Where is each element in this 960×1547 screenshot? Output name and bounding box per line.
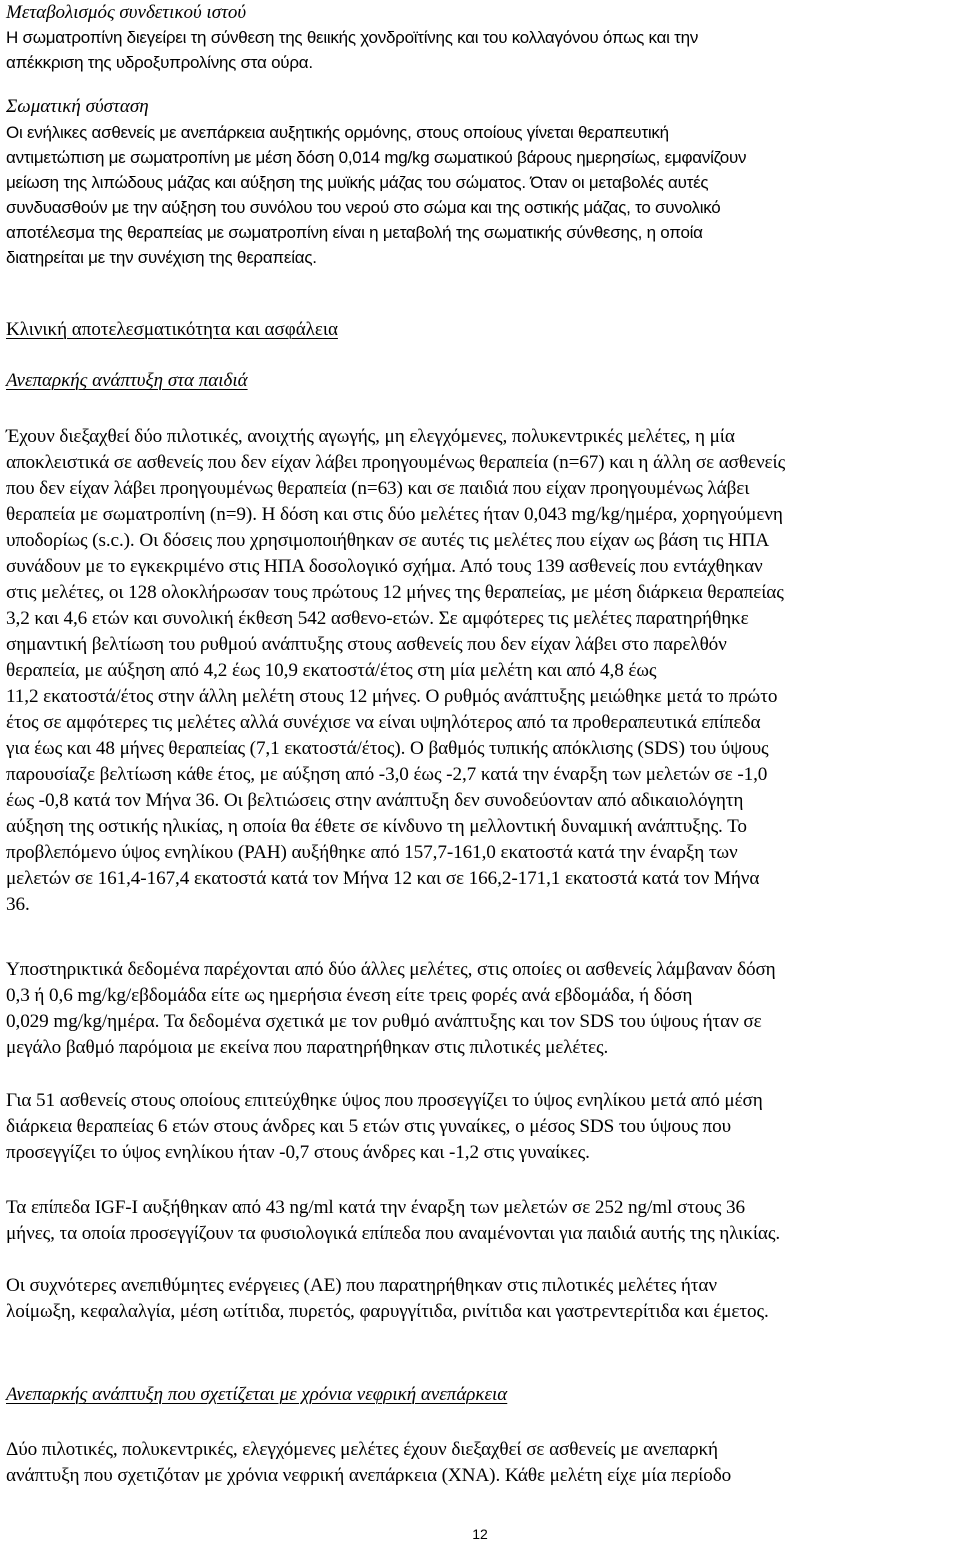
text-line: 0,029 mg/kg/ημέρα. Τα δεδομένα σχετικά με τον ρυθμό ανάπτυξης και τον SDS του ύψους ήταν σε (6, 1011, 762, 1032)
heading-body-composition: Σωματική σύσταση (6, 96, 149, 117)
text-line: 11,2 εκατοστά/έτος στην άλλη μελέτη στους 12 μήνες. Ο ρυθμός ανάπτυξης μειώθηκε μετά το πρώτο (6, 686, 778, 707)
paragraph-adverse-events (6, 1273, 958, 1325)
text-line: Δύο πιλοτικές, πολυκεντρικές, ελεγχόμενες μελέτες έχουν διεξαχθεί σε ασθενείς με ανεπαρκή (6, 1439, 718, 1460)
text-line: διατηρείται με την συνέχιση της θεραπείας. (6, 248, 317, 267)
heading-renal-insufficiency: Ανεπαρκής ανάπτυξη που σχετίζεται με χρόνια νεφρική ανεπάρκεια (6, 1384, 508, 1405)
text-line: ανάπτυξη που σχετιζόταν με χρόνια νεφρική ανεπάρκεια (ΧΝΑ). Κάθε μελέτη είχε μία περίοδο (6, 1465, 732, 1486)
text-line: αποκλειστικά σε ασθενείς που δεν είχαν λάβει προηγουμένως θεραπεία (n=67) και η άλλη σε ασθενείς (6, 452, 786, 473)
text-line: Για 51 ασθενείς στους οποίους επιτεύχθηκε ύψος που προσεγγίζει το ύψος ενηλίκου μετά από μέση (6, 1090, 763, 1111)
text-line: 36. (6, 894, 30, 915)
heading-connective-tissue: Μεταβολισμός συνδετικού ιστού (6, 2, 247, 23)
text-line: Έχουν διεξαχθεί δύο πιλοτικές, ανοιχτής αγωγής, μη ελεγχόμενες, πολυκεντρικές μελέτες, η μία (6, 426, 735, 447)
text-line: μήνες, τα οποία προσεγγίζουν τα φυσιολογικά επίπεδα που αναμένονται για παιδιά αυτής της ηλικίας. (6, 1223, 781, 1244)
text-line: 3,2 και 4,6 ετών και συνολική έκθεση 542 ασθενο-ετών. Σε αμφότερες τις μελέτες παρατηρήθηκε (6, 608, 749, 629)
text-line: θεραπεία, με αύξηση από 4,2 έως 10,9 εκατοστά/έτος στη μία μελέτη και από 4,8 έως (6, 660, 657, 681)
heading-growth-failure: Ανεπαρκής ανάπτυξη στα παιδιά (6, 370, 248, 391)
paragraph-body-composition (6, 120, 956, 270)
text-line: υποδορίως (s.c.). Οι δόσεις που χρησιμοποιήθηκαν σε αυτές τις μελέτες που είχαν ως βάση τις ΗΠΑ (6, 530, 770, 551)
text-line: αύξηση της οστικής ηλικίας, η οποία θα έθετε σε κίνδυνο τη μελλοντική δυναμική ανάπτυξης. Το (6, 816, 747, 837)
text-line: για έως και 48 μήνες θεραπείας (7,1 εκατοστά/έτος). Ο βαθμός τυπικής απόκλισης (SDS) του ύψους (6, 738, 769, 759)
text-line: Οι ενήλικες ασθενείς με ανεπάρκεια αυξητικής ορμόνης, στους οποίους γίνεται θεραπευτική (6, 123, 669, 142)
text-line: μελετών σε 161,4-167,4 εκατοστά κατά τον Μήνα 12 και σε 166,2-171,1 εκατοστά κατά τον Μήνα (6, 868, 760, 889)
text-line: προβλεπόμενο ύψος ενηλίκου (PAH) αυξήθηκε από 157,7-161,0 εκατοστά κατά την έναρξη των (6, 842, 738, 863)
text-line: Η σωματροπίνη διεγείρει τη σύνθεση της θειικής χονδροϊτίνης και του κολλαγόνου όπως και την (6, 28, 699, 47)
paragraph-growth-failure-studies (6, 424, 958, 918)
text-line: Υποστηρικτικά δεδομένα παρέχονται από δύο άλλες μελέτες, στις οποίες οι ασθενείς λάμβαναν δόση (6, 959, 776, 980)
text-line: στις μελέτες, οι 128 ολοκλήρωσαν τους πρώτους 12 μήνες της θεραπείας, με μέση διάρκεια θεραπείας (6, 582, 784, 603)
paragraph-connective-tissue (6, 25, 956, 75)
text-line: 0,3 ή 0,6 mg/kg/εβδομάδα είτε ως ημερήσια ένεση είτε τρεις φορές ανά εβδομάδα, ή δόση (6, 985, 693, 1006)
paragraph-adult-height (6, 1088, 958, 1166)
text-line: μεγάλο βαθμό παρόμοια με εκείνα που παρατηρήθηκαν στις πιλοτικές μελέτες. (6, 1037, 609, 1058)
text-line: έτος σε αμφότερες τις μελέτες αλλά συνέχισε να είναι υψηλότερος από τα προθεραπευτικά επίπεδα (6, 712, 761, 733)
paragraph-renal-studies (6, 1437, 958, 1489)
text-line: έως -0,8 κατά τον Μήνα 36. Οι βελτιώσεις στην ανάπτυξη δεν συνοδεύονταν από αδικαιολόγητη (6, 790, 744, 811)
text-line: σημαντική βελτίωση του ρυθμού ανάπτυξης στους ασθενείς που δεν είχαν λάβει στο παρελθόν (6, 634, 727, 655)
text-line: συνδυασθούν με την αύξηση του συνόλου του νερού στο σώμα και της οστικής μάζας, το συνολικό (6, 198, 721, 217)
text-line: παρουσίαζε βελτίωση κάθε έτος, με αύξηση από -3,0 έως -2,7 κατά την έναρξη των μελετών σε -1,0 (6, 764, 768, 785)
page-number: 12 (472, 1526, 488, 1542)
text-line: Τα επίπεδα IGF-I αυξήθηκαν από 43 ng/ml κατά την έναρξη των μελετών σε 252 ng/ml στους 36 (6, 1197, 745, 1218)
text-line: απέκκριση της υδροξυπρολίνης στα ούρα. (6, 53, 313, 72)
text-line: θεραπεία με σωματροπίνη (n=9). Η δόση και στις δύο μελέτες ήταν 0,043 mg/kg/ημέρα, χορηγούμενη (6, 504, 783, 525)
text-line: συνάδουν με το εγκεκριμένο στις ΗΠΑ δοσολογικό σχήμα. Από τους 139 ασθενείς που εντάχθηκαν (6, 556, 763, 577)
text-line: προσεγγίζει το ύψος ενηλίκου ήταν -0,7 στους άνδρες και -1,2 στις γυναίκες. (6, 1142, 590, 1163)
text-line: Οι συχνότερες ανεπιθύμητες ενέργειες (AE) που παρατηρήθηκαν στις πιλοτικές μελέτες ήταν (6, 1275, 717, 1296)
text-line: αντιμετώπιση με σωματροπίνη με μέση δόση 0,014 mg/kg σωματικού βάρους ημερησίως, εμφανίζουν (6, 148, 747, 167)
heading-clinical-efficacy: Κλινική αποτελεσματικότητα και ασφάλεια (6, 319, 338, 340)
text-line: που δεν είχαν λάβει προηγουμένως θεραπεία (n=63) και σε παιδιά που είχαν προηγουμένως λάβει (6, 478, 750, 499)
text-line: διάρκεια θεραπείας 6 ετών στους άνδρες και 5 ετών στις γυναίκες, ο μέσος SDS του ύψους που (6, 1116, 732, 1137)
text-line: μείωση της λιπώδους μάζας και αύξηση της μυϊκής μάζας του σώματος. Όταν οι μεταβολές αυτές (6, 173, 709, 192)
text-line: λοίμωξη, κεφαλαλγία, μέση ωτίτιδα, πυρετός, φαρυγγίτιδα, ρινίτιδα και γαστρεντερίτιδα και έμετος. (6, 1301, 769, 1322)
paragraph-igf-levels (6, 1195, 958, 1247)
paragraph-supporting-data (6, 957, 958, 1061)
text-line: αποτέλεσμα της θεραπείας με σωματροπίνη είναι η μεταβολή της σωματικής σύνθεσης, η οποία (6, 223, 703, 242)
